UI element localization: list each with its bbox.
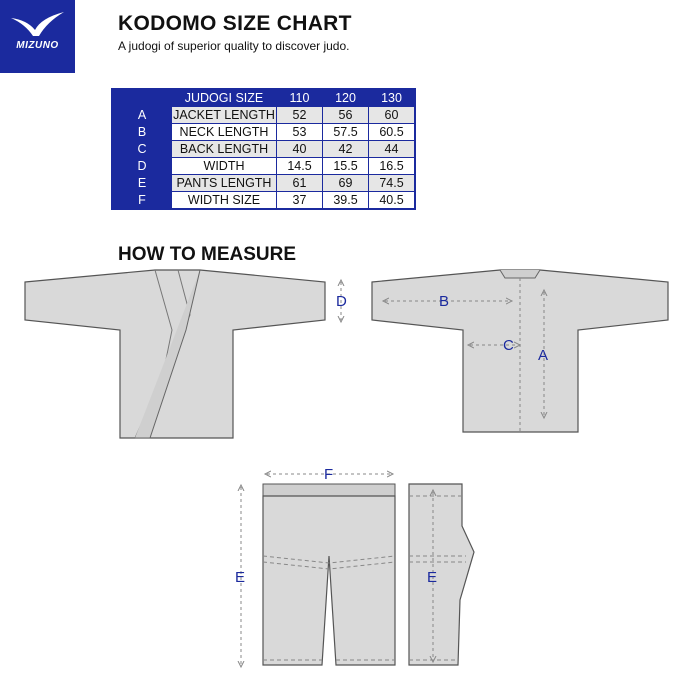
measure-label-e-front: E bbox=[235, 569, 246, 586]
page-subtitle: A judogi of superior quality to discover judo. bbox=[118, 39, 350, 53]
row-value: 52 bbox=[277, 107, 323, 124]
measure-label-c: C bbox=[503, 337, 514, 354]
row-value: 60.5 bbox=[369, 124, 416, 141]
row-value: 69 bbox=[323, 175, 369, 192]
header-size: 110 bbox=[277, 89, 323, 107]
row-key: A bbox=[112, 107, 172, 124]
row-key: B bbox=[112, 124, 172, 141]
row-value: 42 bbox=[323, 141, 369, 158]
pants-front-illustration bbox=[263, 484, 395, 665]
page-title: KODOMO SIZE CHART bbox=[118, 12, 352, 35]
header-label: JUDOGI SIZE bbox=[172, 89, 277, 107]
row-value: 40 bbox=[277, 141, 323, 158]
measure-label-a: A bbox=[538, 347, 549, 364]
row-value: 74.5 bbox=[369, 175, 416, 192]
measure-label-e-side: E bbox=[427, 569, 438, 586]
measure-label-d: D bbox=[336, 293, 347, 310]
header-size: 130 bbox=[369, 89, 416, 107]
row-key: D bbox=[112, 158, 172, 175]
header-size: 120 bbox=[323, 89, 369, 107]
row-value: 61 bbox=[277, 175, 323, 192]
row-value: 57.5 bbox=[323, 124, 369, 141]
row-key: F bbox=[112, 192, 172, 210]
row-value: 39.5 bbox=[323, 192, 369, 210]
row-value: 44 bbox=[369, 141, 416, 158]
row-label: BACK LENGTH bbox=[172, 141, 277, 158]
row-value: 40.5 bbox=[369, 192, 416, 210]
row-label: WIDTH SIZE bbox=[172, 192, 277, 210]
logo-wordmark: MIZUNO bbox=[16, 40, 59, 51]
how-to-measure-heading: HOW TO MEASURE bbox=[118, 244, 297, 265]
row-key: E bbox=[112, 175, 172, 192]
row-value: 15.5 bbox=[323, 158, 369, 175]
row-label: NECK LENGTH bbox=[172, 124, 277, 141]
row-key: C bbox=[112, 141, 172, 158]
row-value: 14.5 bbox=[277, 158, 323, 175]
row-value: 56 bbox=[323, 107, 369, 124]
row-label: WIDTH bbox=[172, 158, 277, 175]
row-label: JACKET LENGTH bbox=[173, 108, 275, 122]
measure-label-f: F bbox=[324, 466, 334, 483]
measure-label-b: B bbox=[439, 293, 450, 310]
row-label: PANTS LENGTH bbox=[172, 175, 277, 192]
row-value: 37 bbox=[277, 192, 323, 210]
jacket-back-illustration bbox=[372, 270, 668, 432]
jacket-front-illustration bbox=[25, 270, 325, 438]
row-value: 53 bbox=[277, 124, 323, 141]
row-value: 60 bbox=[369, 107, 416, 124]
row-value: 16.5 bbox=[369, 158, 416, 175]
pants-side-illustration bbox=[409, 484, 474, 665]
